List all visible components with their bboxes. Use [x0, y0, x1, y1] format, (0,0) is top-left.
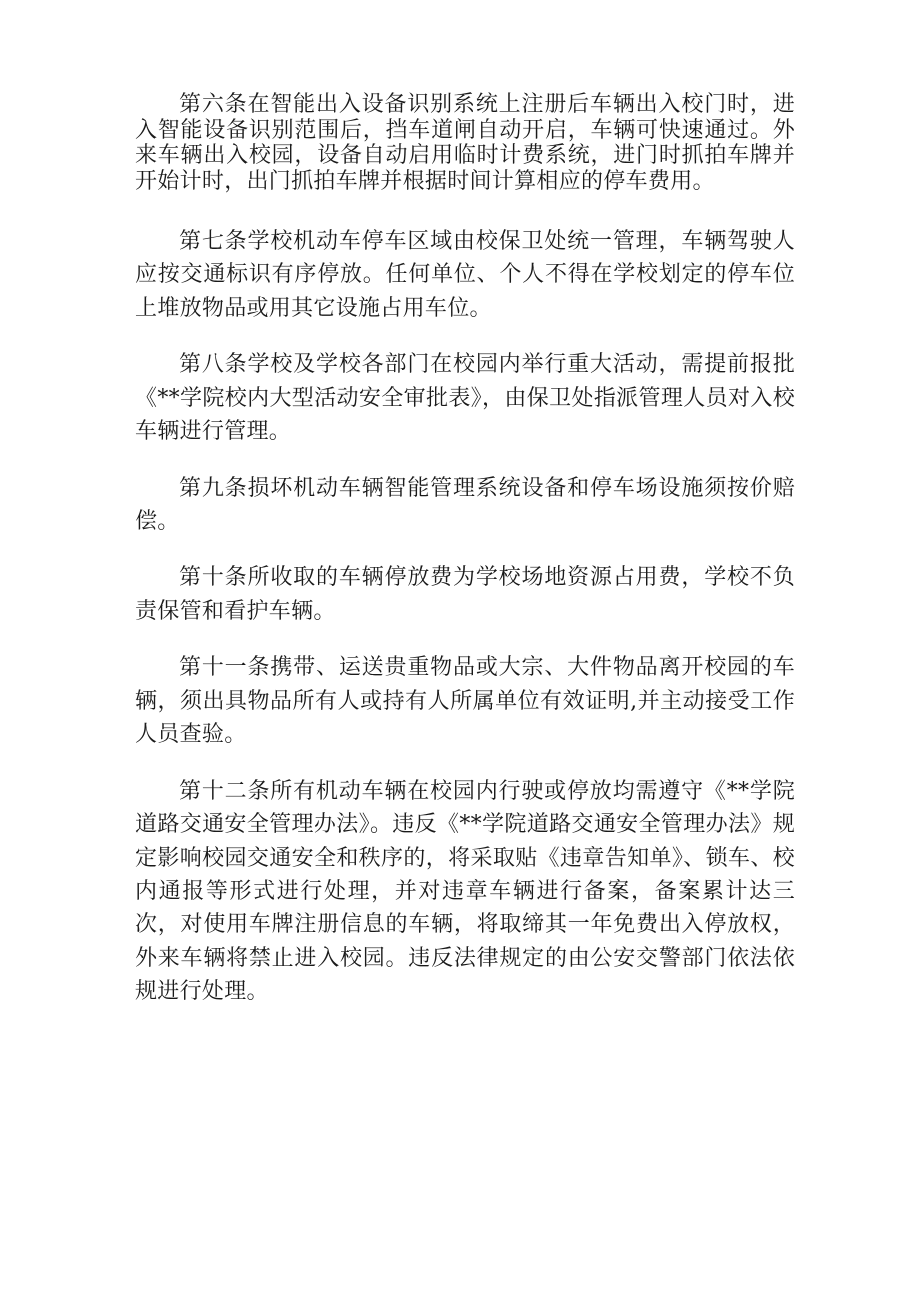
article-6: 第六条在智能出入设备识别系统上注册后车辆出入校门时，进入智能设备识别范围后，挡车道闸自动开启，车辆可快速通过。外来车辆出入校园，设备自动启用临时计费系统，进门时抓拍车牌并开始计时，出门抓拍车牌并根据时间计算相应的停车费用。 [135, 92, 795, 195]
article-8: 第八条学校及学校各部门在校园内举行重大活动，需提前报批《**学院校内大型活动安全审批表》，由保卫处指派管理人员对入校车辆进行管理。 [135, 352, 795, 445]
document-page [135, 92, 795, 1009]
article-12: 第十二条所有机动车辆在校园内行驶或停放均需遵守《**学院道路交通安全管理办法》。违反《**学院道路交通安全管理办法》规定影响校园交通安全和秩序的，将采取贴《违章告知单》、锁车、校内通报等形式进行处理，并对违章车辆进行备案，备案累计达三次，对使用车牌注册信息的车辆，将取缔其一年免费出入停放权，外来车辆将禁止进入校园。违反法律规定的由公安交警部门依法依规进行处理。 [135, 778, 795, 1005]
article-10: 第十条所收取的车辆停放费为学校场地资源占用费，学校不负责保管和看护车辆。 [135, 565, 795, 624]
article-9: 第九条损坏机动车辆智能管理系统设备和停车场设施须按价赔偿。 [135, 475, 795, 534]
article-11: 第十一条携带、运送贵重物品或大宗、大件物品离开校园的车辆，须出具物品所有人或持有人所属单位有效证明,并主动接受工作人员查验。 [135, 655, 795, 748]
article-7: 第七条学校机动车停车区域由校保卫处统一管理，车辆驾驶人应按交通标识有序停放。任何单位、个人不得在学校划定的停车位上堆放物品或用其它设施占用车位。 [135, 228, 795, 321]
